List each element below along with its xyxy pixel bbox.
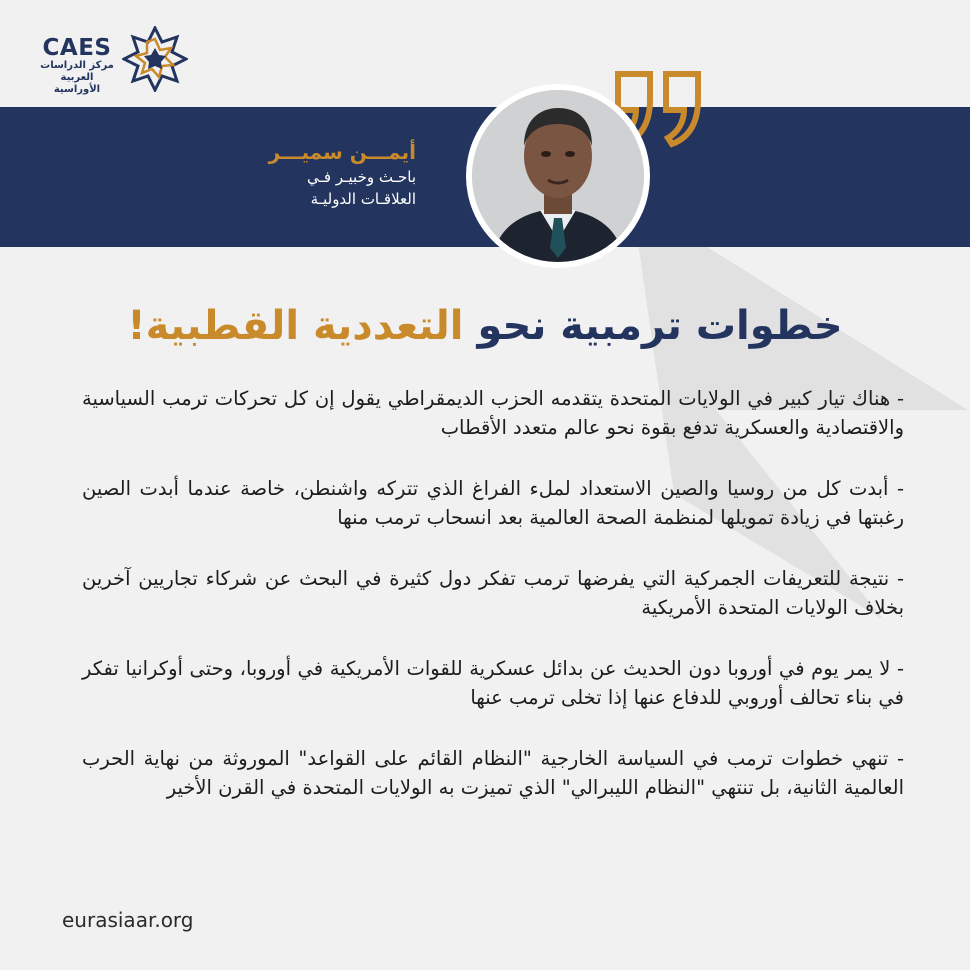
author-photo [472, 90, 644, 262]
headline-part2: التعددية القطبية! [127, 303, 464, 349]
star-emblem-icon [122, 26, 188, 92]
author-photo-frame [466, 84, 650, 268]
paragraph-3: - نتيجة للتعريفات الجمركية التي يفرضها ترمب تفكر دول كثيرة في البحث عن شركاء تجاريين آخرين بخلاف الولايات المتحدة الأمريكية [82, 567, 904, 619]
paragraph-4: - لا يمر يوم في أوروبا دون الحديث عن بدائل عسكرية للقوات الأمريكية في أوروبا، وحتى أوكرانيا تفكر في بناء تحالف أوروبي للدفاع عنها إذا تخلى ترمب عنها [82, 657, 904, 709]
brand-text [38, 36, 116, 96]
headline [60, 296, 910, 356]
author-name: أيمـــن سميـــر [268, 140, 416, 164]
brand-name-line1: مركز الدراسات [40, 60, 114, 71]
paragraph-2: - أبدت كل من روسيا والصين الاستعداد لملء الفراغ الذي تتركه واشنطن، خاصة عندما أبدت الصين رغبتها في زيادة تمويلها لمنظمة الصحة العالمية بعد انسحاب ترمب منها [82, 477, 904, 529]
website-link[interactable]: eurasiaar.org [62, 908, 194, 932]
paragraph-1: - هناك تيار كبير في الولايات المتحدة يتقدمه الحزب الديمقراطي يقول إن كل تحركات ترمب السياسية والاقتصادية والعسكرية تدفع بقوة نحو عالم متعدد الأقطاب [82, 387, 904, 439]
author-role-line1: باحـث وخبيـر فـي [307, 168, 416, 186]
brand-abbreviation: CAES [42, 35, 112, 61]
headline-part1: خطوات ترمبية نحو [477, 303, 843, 349]
brand-name-line2: العربية الأوراسية [53, 72, 101, 95]
author-info [230, 138, 416, 210]
brand-logo[interactable] [38, 26, 198, 95]
article-body [82, 384, 904, 834]
paragraph-5: - تنهي خطوات ترمب في السياسة الخارجية "النظام القائم على القواعد" الموروثة من نهاية الحرب العالمية الثانية، بل تنتهي "النظام الليبرالي" الذي تميزت به الولايات المتحدة في القرن الأخير [82, 747, 904, 799]
portrait-illustration [472, 90, 644, 262]
author-role-line2: العلاقـات الدوليـة [310, 190, 416, 208]
